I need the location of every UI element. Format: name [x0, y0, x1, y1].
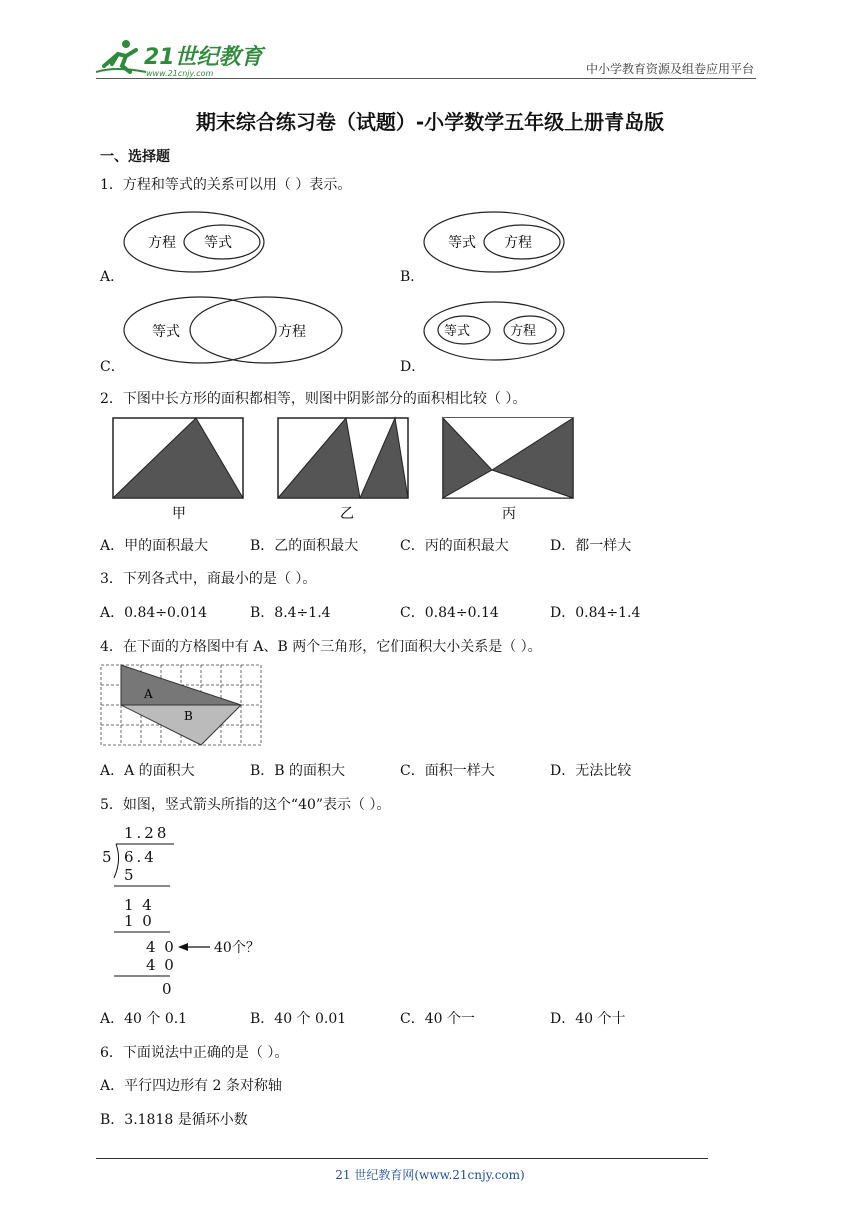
page-title: 期末综合练习卷（试题）-小学数学五年级上册青岛版: [195, 110, 665, 134]
q3-option-b: B．8.4÷1.4: [250, 605, 331, 621]
rect-yi: [278, 418, 408, 498]
arrow-label: 40个？: [214, 940, 260, 956]
q5-option-c: C．40 个一: [400, 1011, 475, 1027]
q1-diagram-b: [420, 210, 570, 276]
q5-option-a: A．40 个 0.1: [100, 1011, 188, 1027]
q1b-fangcheng: 方程: [504, 235, 532, 251]
q1-stem: 1．方程和等式的关系可以用（ ）表示。: [100, 177, 352, 193]
footer-divider: [96, 1158, 708, 1159]
rect-bing: [443, 418, 573, 498]
footer-link[interactable]: 21 世纪教育网(www.21cnjy.com): [335, 1168, 525, 1182]
q3-option-d: D．0.84÷1.4: [550, 605, 641, 621]
row-1: 5: [124, 866, 134, 884]
q1-option-d-label: D．: [400, 359, 426, 375]
q4-stem: 4．在下面的方格图中有 A、B 两个三角形，它们面积大小关系是（ ）。: [100, 639, 542, 655]
row-5: 4 0: [146, 956, 176, 974]
triangle-b-label: B: [184, 709, 193, 723]
q1-diagram-a: [120, 210, 270, 276]
q1-option-b-label: B．: [400, 269, 425, 285]
q1b-dengshi: 等式: [448, 235, 476, 251]
rect-jia: [113, 418, 243, 498]
logo-text: 21世纪教育: [144, 45, 263, 70]
q5-stem: 5．如图，竖式箭头所指的这个“40”表示（ ）。: [100, 797, 391, 813]
row-2: 1 4: [124, 896, 154, 914]
q6-stem: 6．下面说法中正确的是（ ）。: [100, 1045, 289, 1061]
q5-option-b: B．40 个 0.01: [250, 1011, 347, 1027]
q2-option-d: D．都一样大: [550, 538, 632, 554]
q6-option-a: A．平行四边形有 2 条对称轴: [100, 1078, 282, 1094]
q2-option-b: B．乙的面积最大: [250, 538, 359, 554]
q3-stem: 3．下列各式中，商最小的是（ ）。: [100, 571, 317, 587]
logo-url: www.21cnjy.com: [146, 69, 214, 78]
q3-option-a: A．0.84÷0.014: [100, 605, 208, 621]
label-bing: 丙: [502, 506, 516, 522]
q1c-dengshi: 等式: [152, 324, 180, 340]
q1a-dengshi: 等式: [204, 235, 232, 251]
q2-rectangles-figure: [110, 416, 590, 526]
label-jia: 甲: [172, 506, 186, 522]
section-heading: 一、选择题: [100, 149, 170, 165]
q6-option-b: B．3.1818 是循环小数: [100, 1112, 248, 1128]
q2-option-c: C．丙的面积最大: [400, 538, 509, 554]
label-yi: 乙: [340, 506, 354, 522]
quotient: 1.28: [124, 824, 170, 842]
divisor: 5: [102, 848, 112, 866]
q4-option-c: C．面积一样大: [400, 763, 495, 779]
site-logo: [96, 36, 266, 80]
q1-option-a-label: A．: [100, 269, 125, 285]
q1-diagram-c: [120, 294, 346, 366]
triangle-a-label: A: [144, 687, 153, 701]
q3-option-c: C．0.84÷0.14: [400, 605, 499, 621]
dividend: 6.4: [124, 848, 157, 866]
q5-long-division: [98, 820, 298, 1000]
q1a-fangcheng: 方程: [148, 235, 176, 251]
q1-option-c-label: C．: [100, 359, 125, 375]
q2-stem: 2．下图中长方形的面积都相等，则图中阴影部分的面积相比较（ ）。: [100, 391, 527, 407]
row-4: 4 0: [146, 938, 176, 956]
q1d-dengshi: 等式: [444, 324, 471, 339]
q4-grid-figure: [100, 664, 264, 748]
q2-option-a: A．甲的面积最大: [100, 538, 209, 554]
q5-option-d: D．40 个十: [550, 1011, 626, 1027]
row-3: 1 0: [124, 912, 154, 930]
row-6: 0: [162, 980, 172, 998]
q1d-fangcheng: 方程: [510, 324, 537, 339]
q4-option-b: B．B 的面积大: [250, 763, 346, 779]
q4-option-d: D．无法比较: [550, 763, 632, 779]
runner-icon: [96, 40, 146, 72]
header-divider: [96, 78, 756, 79]
q1c-fangcheng: 方程: [278, 324, 306, 340]
header-platform-text: 中小学教育资源及组卷应用平台: [585, 62, 754, 76]
q1-diagram-d: [420, 300, 570, 364]
q4-option-a: A．A 的面积大: [100, 763, 195, 779]
